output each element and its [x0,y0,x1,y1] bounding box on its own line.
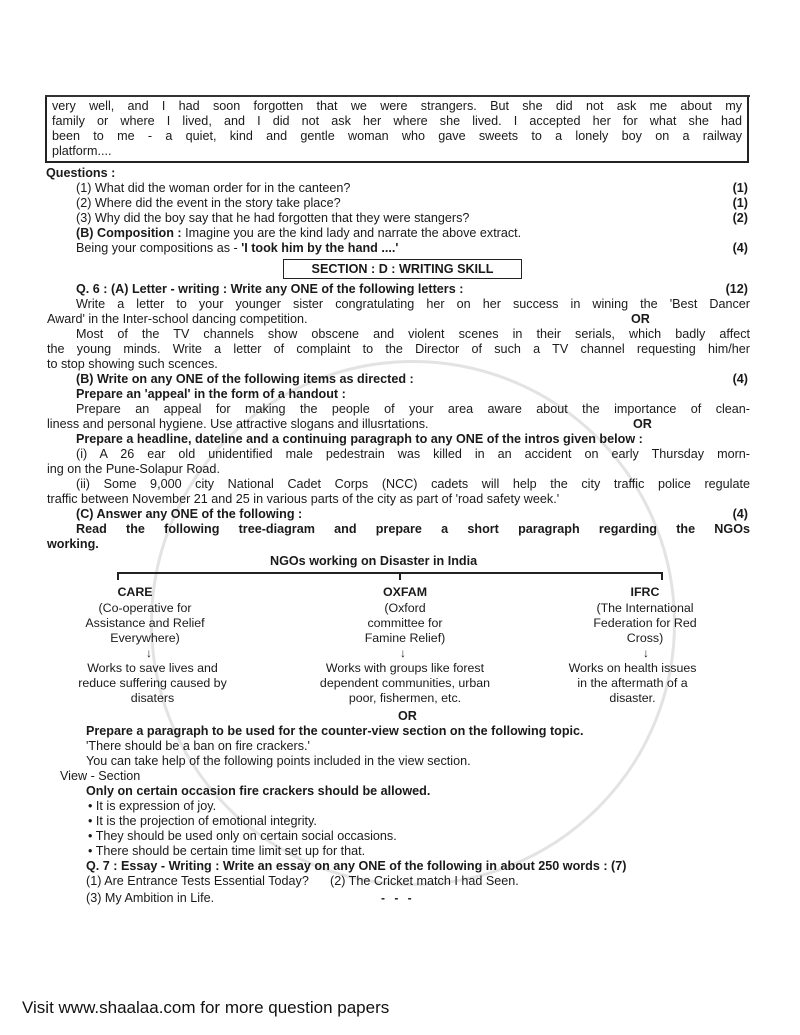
q6b-heading: (B) Write on any ONE of the following items as directed : [76,372,414,386]
node-ifrc-work: Works on health issues [568,661,697,675]
tree-connector [117,572,662,574]
node-care-full: (Co-operative for [98,601,192,615]
bullet-item: • It is expression of joy. [88,799,217,813]
counter-help: You can take help of the following points included in the view section. [86,754,471,768]
tree-connector [117,572,119,580]
intro-2-line: (ii) Some 9,000 city National Cadet Corps (NCC) cadets will help the city traffic police regulate [76,477,750,491]
bullet-text: They should be used only on certain social occasions. [95,829,397,843]
node-ifrc-full: (The International [596,601,694,615]
arrow-down-icon: ↓ [146,646,152,660]
intro-1-line: (i) A 26 ear old unidentified male pedestrain was killed in an accident on early Thursday morn- [76,447,750,461]
passage-line: very well, and I had soon forgotten that we were strangers. But she did not ask me about my [52,99,742,113]
question-marks: (1) [732,196,748,210]
node-oxfam-full: Famine Relief) [364,631,446,645]
arrow-down-icon: ↓ [643,646,649,660]
node-ifrc-work: disaster. [609,691,656,705]
passage-line: platform.... [52,144,112,158]
begin-phrase: 'I took him by the hand ....' [241,241,399,255]
tree-connector [661,572,663,580]
node-care-work: Works to save lives and [87,661,218,675]
node-care-full: Assistance and Relief [85,616,205,630]
bullet-item: • There should be certain time limit set up for that. [88,844,366,858]
composition-text: Imagine you are the kind lady and narrate the above extract. [181,226,522,240]
letter-1-line: Write a letter to your younger sister congratulating her on her success in wining the 'Best Dancer [76,297,750,311]
intro-2-line: traffic between November 21 and 25 in various parts of the city as part of 'road safety week.' [47,492,560,506]
tree-instruction: working. [47,537,99,551]
letter-2-line: the young minds. Write a letter of complaint to the Director of such a TV channel requesting him/her [47,342,750,356]
tree-connector [399,572,401,580]
bullet-item: • They should be used only on certain social occasions. [88,829,397,843]
essay-topic: (2) The Cricket match I had Seen. [330,874,519,888]
composition-label: (B) Composition : [76,226,182,240]
footer-text: Visit www.shaalaa.com for more question papers [22,998,390,1017]
node-oxfam-work: dependent communities, urban [319,676,491,690]
node-ifrc-full: Cross) [626,631,664,645]
section-title: SECTION : D : WRITING SKILL [283,259,522,279]
essay-topic: (1) Are Entrance Tests Essential Today? [86,874,309,888]
composition-marks: (4) [732,241,748,255]
end-marker: - - - [381,891,415,905]
node-care-work: disaters [130,691,175,705]
letter-1-line: Award' in the Inter-school dancing competition. [47,312,308,326]
node-ifrc-full: Federation for Red [593,616,697,630]
bullet-text: There should be certain time limit set up for that. [95,844,366,858]
essay-topic: (3) My Ambition in Life. [86,891,215,905]
composition-begin [76,241,398,256]
appeal-heading: Prepare an 'appeal' in the form of a handout : [76,387,346,401]
tree-instruction: Read the following tree-diagram and prepare a short paragraph regarding the NGOs [76,522,750,536]
headline-heading: Prepare a headline, dateline and a continuing paragraph to any ONE of the intros given below : [76,432,643,446]
node-care-full: Everywhere) [110,631,180,645]
node-oxfam-full: (Oxford [384,601,426,615]
begin-text: Being your compositions as - [76,241,242,255]
q6c-heading: (C) Answer any ONE of the following : [76,507,303,521]
questions-heading: Questions : [46,166,116,180]
bullet-text: It is the projection of emotional integrity. [95,814,317,828]
view-label: View - Section [60,769,141,783]
or-label: OR [633,417,652,431]
passage-line: family or where I lived, and I did not ask her where she lived. I accepted her for what she had [52,114,742,128]
passage-line: been to me - a quiet, kind and gentle woman who gave sweets to a lonely boy on a railway [52,129,742,143]
node-ifrc-name: IFRC [630,585,660,599]
node-oxfam-work: poor, fishermen, etc. [348,691,462,705]
q6c-marks: (4) [732,507,748,521]
node-care-name: CARE [117,585,153,599]
or-label: OR [398,709,417,723]
intro-1-line: ing on the Pune-Solapur Road. [47,462,220,476]
node-care-work: reduce suffering caused by [78,676,227,690]
arrow-down-icon: ↓ [400,646,406,660]
node-oxfam-work: Works with groups like forest [325,661,485,675]
node-oxfam-name: OXFAM [382,585,428,599]
q6-heading: Q. 6 : (A) Letter - writing : Write any ONE of the following letters : [76,282,464,296]
node-oxfam-full: committee for [367,616,443,630]
question-marks: (2) [732,211,748,225]
question-marks: (1) [732,181,748,195]
or-label: OR [631,312,650,326]
counter-heading: Prepare a paragraph to be used for the counter-view section on the following topic. [86,724,584,738]
question: (1) What did the woman order for in the canteen? [76,181,351,195]
view-heading: Only on certain occasion fire crackers should be allowed. [86,784,431,798]
node-ifrc-work: in the aftermath of a [577,676,688,690]
counter-topic: 'There should be a ban on fire crackers.' [86,739,310,753]
q6-marks: (12) [725,282,748,296]
question: (2) Where did the event in the story take place? [76,196,341,210]
q7-heading: Q. 7 : Essay - Writing : Write an essay on any ONE of the following in about 250 words : (7) [86,859,627,873]
q6b-marks: (4) [732,372,748,386]
letter-2-line: to stop showing such scences. [47,357,218,371]
composition-question [76,226,521,241]
bullet-text: It is expression of joy. [95,799,217,813]
bullet-item: • It is the projection of emotional integrity. [88,814,317,828]
tree-title: NGOs working on Disaster in India [270,554,478,568]
question: (3) Why did the boy say that he had forgotten that they were stangers? [76,211,470,225]
appeal-line: liness and personal hygiene. Use attractive slogans and illusrtations. [47,417,429,431]
appeal-line: Prepare an appeal for making the people of your area aware about the importance of clean- [76,402,750,416]
letter-2-line: Most of the TV channels show obscene and violent scenes in their serials, which badly affect [76,327,750,341]
